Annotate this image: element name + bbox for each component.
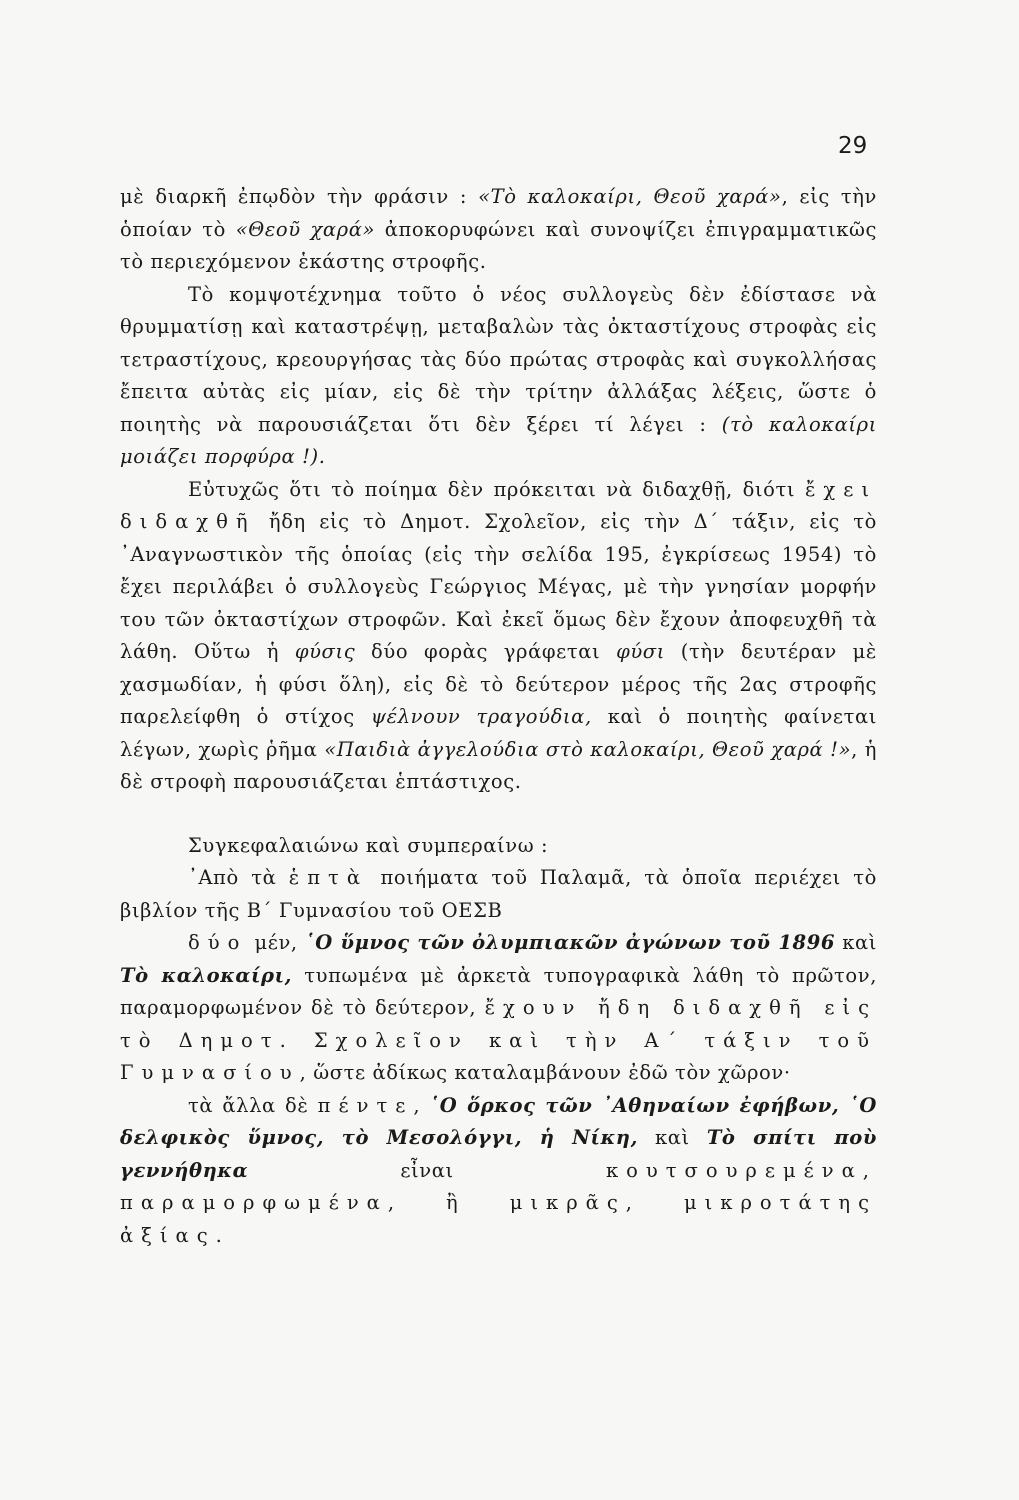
paragraph-5 [120, 862, 877, 927]
text-run: (τὸ καλοκαίρι μοιάζει πορφύρα !). [120, 412, 877, 468]
paragraph-2 [120, 279, 877, 474]
text-run: ποιήματα τοῦ Παλαμᾶ, τὰ ὁποῖα περιέχει τὸ βιβλίον τῆς Β΄ Γυμνασίου τοῦ ΟΕΣΒ [120, 866, 878, 922]
text-run: πέντε [317, 1093, 414, 1117]
text-run: , ἡ δὲ στροφὴ παρουσιάζεται ἑπτάστιχος. [120, 737, 878, 793]
text-run: δύο φορὰς γράφεται [355, 640, 617, 663]
text-run: μέν, [247, 931, 305, 954]
text-run: ἔχουν ἤδη διδαχθῆ εἰς τὸ Δημοτ. Σχολεῖον καὶ τὴν Α΄ τάξιν τοῦ Γυμνασίου [120, 996, 877, 1084]
paragraph-6 [120, 927, 877, 1090]
text-run: Τὸ σπίτι ποὺ γεννήθηκα [120, 1126, 877, 1182]
text-run: κουτσουρεμένα, παραμορφωμένα, ἢ μικρᾶς, μικροτάτης ἀξίας. [120, 1158, 877, 1247]
text-run: ῾Ο ὅρκος τῶν ᾿Αθηναίων ἐφήβων, ῾Ο δελφικὸς ὕμνος, τὸ Μεσολόγγι, ἡ Νίκη, [120, 1093, 877, 1149]
text-run: μὲ διαρκῆ ἐπῳδὸν τὴν φράσιν : [120, 185, 479, 208]
text-run: ἔχει διδαχθῆ [120, 477, 877, 533]
text-run: εἶναι [248, 1158, 606, 1182]
document-body [120, 181, 877, 1252]
text-run: καὶ ὁ ποιητὴς φαίνεται λέγων, χωρὶς ῥῆμα [120, 705, 877, 761]
text-run: ἀποκορυφώνει καὶ συνοψίζει ἐπιγραμματικῶς τὸ περιεχόμενον ἑκάστης στροφῆς. [120, 217, 878, 273]
text-run: ἑπτὰ [288, 866, 369, 889]
text-run: ψέλνουν τραγούδια, [370, 705, 592, 728]
text-run: Τὸ κομψοτέχνημα τοῦτο ὁ νέος συλλογεὺς δὲν ἐδίστασε νὰ θρυμματίσῃ καὶ καταστρέψῃ, μεταβαλὼν τὰς ὀκταστίχους στροφὰς εἰς τετραστίχους, κρεουργήσας τὰς δύο πρώτας στροφὰς καὶ συγκολλήσας ἔπειτα αὐτὰς εἰς μίαν, εἰς δὲ τὴν τρίτην ἀλλάξας λέξεις, ὥστε ὁ ποιητὴς νὰ παρουσιάζεται ὅτι δὲν ξέρει τί λέγει : [120, 282, 877, 436]
text-run: Συγκεφαλαιώνω καὶ συμπεραίνω : [188, 833, 549, 857]
text-run: , εἰς τὴν ὁποίαν τὸ [120, 185, 877, 241]
text-run: δύο [188, 931, 248, 954]
text-run: , [413, 1093, 430, 1117]
text-run: ῾Ο ὕμνος τῶν ὀλυμπιακῶν ἀγώνων τοῦ 1896 [304, 931, 836, 954]
page-number: 29 [838, 133, 868, 159]
text-run: καὶ [835, 931, 877, 954]
text-run: «Θεοῦ χαρά» [235, 217, 375, 241]
paragraph-3 [120, 474, 877, 799]
text-run: «Παιδιὰ ἀγγελούδια στὸ καλοκαίρι, Θεοῦ χαρά !» [324, 737, 852, 761]
paragraph-4 [120, 830, 877, 863]
paragraph-1 [120, 181, 877, 279]
text-run: ἤδη εἰς τὸ Δημοτ. Σχολεῖον, εἰς τὴν Δ΄ τάξιν, εἰς τὸ ᾿Αναγνωστικὸν τῆς ὁποίας (εἰς τὴν σελίδα 195, ἐγκρίσεως 1954) τὸ ἔχει περιλάβει ὁ συλλογεὺς Γεώργιος Μέγας, μὲ τὴν γνησίαν μορφήν του τῶν ὀκταστίχων στροφῶν. Καὶ ἐκεῖ ὅμως δὲν ἔχουν ἀποφευχθῆ τὰ λάθη. Οὕτω ἡ [120, 510, 877, 663]
paragraph-7 [120, 1090, 877, 1253]
text-run: (τὴν δευτέραν μὲ χασμωδίαν, ἡ φύσι ὅλη), εἰς δὲ τὸ δεύτερον μέρος τῆς 2ας στροφῆς παρελείφθη ὁ στίχος [120, 640, 877, 728]
text-run: Εὐτυχῶς ὅτι τὸ ποίημα δὲν πρόκειται νὰ διδαχθῇ, διότι [188, 477, 805, 501]
text-run: φύσι [616, 640, 665, 663]
text-run: «Τὸ καλοκαίρι, Θεοῦ χαρά» [478, 185, 782, 208]
text-run: , ὥστε ἀδίκως καταλαμβάνουν ἐδῶ τὸν χῶρον· [299, 1061, 791, 1084]
text-run: Τὸ καλοκαίρι, [120, 963, 293, 987]
text-run: ᾿Απὸ τὰ [188, 866, 289, 889]
text-run: τὰ ἄλλα δὲ [188, 1093, 318, 1117]
text-run: καὶ [637, 1126, 707, 1149]
text-run: φύσις [294, 640, 356, 663]
text-run: τυπωμένα μὲ ἀρκετὰ τυπογραφικὰ λάθη τὸ πρῶτον, παραμορφωμένον δὲ τὸ δεύτερον, [120, 963, 877, 1019]
